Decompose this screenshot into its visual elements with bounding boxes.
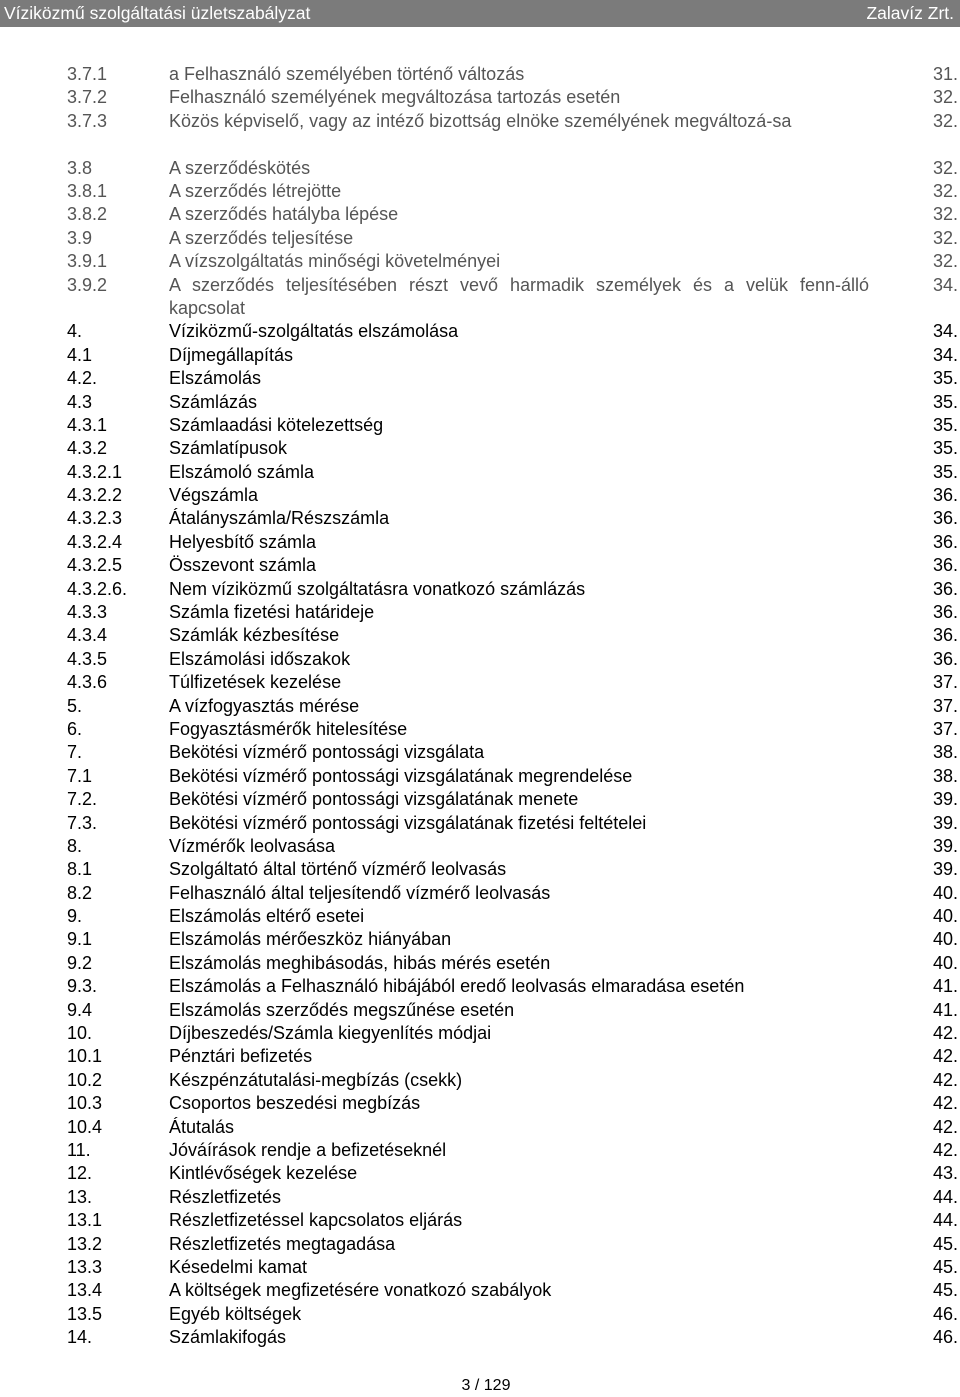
toc-entry-page: 34. (932, 321, 958, 342)
toc-entry[interactable] (0, 507, 960, 530)
toc-entry[interactable] (0, 695, 960, 718)
toc-entry-page: 32. (932, 227, 958, 248)
toc-entry-page: 43. (932, 1163, 958, 1184)
toc-entry-number: 4.3.2.5 (67, 555, 123, 576)
toc-entry-page: 35. (932, 368, 958, 389)
toc-entry-title: Pénztári befizetés (169, 1046, 313, 1067)
toc-entry-number: 13.5 (67, 1303, 103, 1324)
toc-entry-page: 34. (932, 344, 958, 365)
toc-entry-number: 3.7.3 (67, 110, 108, 131)
toc-entry-number: 10.3 (67, 1093, 103, 1114)
toc-entry-number: 4.3.2.1 (67, 461, 123, 482)
toc-entry-number: 3.7.1 (67, 64, 108, 84)
toc-entry-page: 46. (932, 1327, 958, 1348)
toc-entry[interactable] (0, 437, 960, 460)
toc-entry-number: 4.3.2.2 (67, 485, 123, 506)
toc-entry-title: Bekötési vízmérő pontossági vizsgálatának fizetési feltételei (169, 812, 647, 833)
toc-entry-page: 42. (932, 1069, 958, 1090)
toc-entry-title: Elszámolás mérőeszköz hiányában (169, 929, 452, 950)
toc-entry-page: 36. (932, 578, 958, 599)
toc-entry[interactable] (0, 344, 960, 367)
toc-entry-page: 42. (932, 1116, 958, 1137)
toc-entry-title: A szerződés teljesítése (169, 227, 354, 248)
toc-entry-page: 36. (932, 531, 958, 552)
toc-entry-title: Vízmérők leolvasása (169, 835, 336, 856)
toc-entry-title: Számlaadási kötelezettség (169, 414, 384, 435)
page-header (0, 0, 960, 27)
toc-entry-number: 3.8 (67, 157, 93, 178)
toc-entry[interactable] (0, 250, 960, 273)
toc-entry-title: Helyesbítő számla (169, 531, 317, 552)
toc-entry[interactable] (0, 484, 960, 507)
toc-entry[interactable] (0, 531, 960, 554)
toc-entry[interactable] (0, 414, 960, 437)
toc-entry-number: 4. (67, 321, 83, 342)
toc-entry-number: 12. (67, 1163, 93, 1184)
toc-entry[interactable] (0, 812, 960, 835)
toc-entry-page: 42. (932, 1023, 958, 1044)
toc-entry-number: 3.9.2 (67, 274, 108, 295)
toc-entry-page: 41. (932, 976, 958, 997)
toc-entry-title: Víziközmű-szolgáltatás elszámolása (169, 321, 459, 342)
toc-entry-title: Részletfizetéssel kapcsolatos eljárás (169, 1210, 463, 1231)
toc-entry-title: Számlák kézbesítése (169, 625, 340, 646)
toc-entry[interactable] (0, 741, 960, 764)
toc-entry-number: 9.3. (67, 976, 98, 997)
toc-entry-page: 36. (932, 485, 958, 506)
toc-entry[interactable] (0, 180, 960, 203)
toc-entry[interactable] (0, 718, 960, 741)
toc-entry-title: Kintlévőségek kezelése (169, 1163, 358, 1184)
toc-entry-number: 9. (67, 906, 83, 927)
toc-entry[interactable] (0, 765, 960, 788)
toc-entry-title: Elszámoló számla (169, 461, 315, 482)
toc-entry-page: 32. (932, 180, 958, 201)
toc-entry-page: 35. (932, 391, 958, 412)
toc-entry-title: Egyéb költségek (169, 1303, 302, 1324)
toc-entry-title: Számlatípusok (169, 438, 288, 459)
toc-entry-number: 9.2 (67, 952, 93, 973)
toc-entry-title: Közös képviselő, vagy az intéző bizottság elnöke személyének megváltozá-sa (169, 110, 792, 131)
toc-entry-title: Összevont számla (169, 555, 317, 576)
toc-entry-title: Elszámolási időszakok (169, 648, 351, 669)
toc-entry-title: Bekötési vízmérő pontossági vizsgálatának menete (169, 789, 579, 810)
toc-entry-number: 4.3.3 (67, 602, 108, 623)
toc-entry-number: 10.1 (67, 1046, 103, 1067)
toc-entry-page: 32. (932, 157, 958, 178)
toc-entry-number: 4.3.2.4 (67, 531, 123, 552)
toc-entry-title: A vízszolgáltatás minőségi követelményei (169, 251, 501, 272)
toc-entry-number: 3.9 (67, 227, 93, 248)
toc-entry-page: 42. (932, 1093, 958, 1114)
toc-entry-number: 9.1 (67, 929, 93, 950)
toc-entry[interactable] (0, 157, 960, 180)
toc-entry[interactable] (0, 624, 960, 647)
toc-entry-number: 8. (67, 835, 83, 856)
toc-entry[interactable] (0, 578, 960, 601)
page-indicator: 3 / 129 (461, 1377, 511, 1394)
toc-entry-title: Csoportos beszedési megbízás (169, 1093, 421, 1114)
toc-entry[interactable] (0, 1045, 960, 1068)
toc-entry[interactable] (0, 391, 960, 414)
toc-entry-title: Jóváírások rendje a befizetéseknél (169, 1140, 447, 1160)
toc-entry[interactable] (0, 461, 960, 484)
toc-entry-page: 32. (932, 87, 958, 108)
toc-entry-title: Késedelmi kamat (169, 1256, 308, 1277)
toc-entry-page: 37. (932, 672, 958, 693)
toc-entry-number: 3.9.1 (67, 251, 108, 272)
toc-entry[interactable] (0, 882, 960, 905)
toc-entry-page: 46. (932, 1303, 958, 1324)
toc-entry[interactable] (0, 952, 960, 975)
toc-entry-title: Bekötési vízmérő pontossági vizsgálata (169, 742, 485, 763)
toc-entry[interactable] (0, 1256, 960, 1279)
toc-entry-page: 36. (932, 508, 958, 529)
toc-entry[interactable] (0, 1279, 960, 1302)
toc-entry-page: 45. (932, 1280, 958, 1301)
toc-entry-page: 45. (932, 1256, 958, 1277)
toc-entry[interactable] (0, 110, 960, 157)
toc-entry-page: 36. (932, 555, 958, 576)
toc-entry-title: Végszámla (169, 485, 259, 506)
toc-entry-number: 11. (67, 1140, 91, 1160)
toc-entry[interactable] (0, 274, 960, 321)
toc-entry-title: Nem víziközmű szolgáltatásra vonatkozó számlázás (169, 578, 586, 599)
toc-entry-title: Elszámolás a Felhasználó hibájából eredő leolvasás elmaradása esetén (169, 976, 745, 997)
toc-entry-page: 44. (932, 1210, 958, 1231)
toc-entry-title: Átutalás (169, 1116, 235, 1137)
toc-entry-page: 37. (932, 718, 958, 739)
toc-entry-page: 41. (932, 999, 958, 1020)
toc-entry[interactable] (0, 648, 960, 671)
toc-entry-page: 36. (932, 602, 958, 623)
toc-entry[interactable] (0, 835, 960, 858)
toc-entry-page: 39. (932, 835, 958, 856)
toc-entry-page: 32. (932, 204, 958, 225)
toc-entry-page: 39. (932, 789, 958, 810)
toc-entry-number: 4.1 (67, 344, 93, 365)
toc-entry-title: Díjmegállapítás (169, 344, 294, 365)
toc-entry-number: 13.1 (67, 1210, 103, 1231)
toc-entry[interactable] (0, 601, 960, 624)
toc-entry-page: 35. (932, 414, 958, 435)
toc-entry-title: Számlázás (169, 391, 258, 412)
toc-entry-number: 10.4 (67, 1116, 103, 1137)
toc-entry[interactable] (0, 554, 960, 577)
toc-entry[interactable] (0, 320, 960, 343)
toc-entry-number: 7. (67, 742, 83, 763)
toc-entry-title: Elszámolás meghibásodás, hibás mérés esetén (169, 952, 551, 973)
toc-entry-page: 42. (932, 1046, 958, 1067)
toc-entry-page: 38. (932, 765, 958, 786)
toc-entry[interactable] (0, 1116, 960, 1139)
toc-entry-title: Elszámolás (169, 368, 262, 389)
toc-entry[interactable] (0, 975, 960, 998)
toc-entry-number: 7.1 (67, 765, 93, 786)
company-name: Zalavíz Zrt. (866, 3, 954, 23)
toc-entry-page: 32. (932, 251, 958, 272)
toc-entry-title: A szerződés hatályba lépése (169, 204, 399, 225)
toc-entry[interactable] (0, 671, 960, 694)
toc-entry-number: 4.3.2.6. (67, 578, 128, 599)
toc-entry-number: 13.4 (67, 1280, 103, 1301)
toc-entry-page: 37. (932, 695, 958, 716)
toc-entry-title: Túlfizetések kezelése (169, 672, 342, 693)
toc-entry-number: 9.4 (67, 999, 93, 1020)
toc-entry-title: Fogyasztásmérők hitelesítése (169, 718, 408, 739)
toc-entry-page: 40. (932, 929, 958, 950)
toc-entry-title: Bekötési vízmérő pontossági vizsgálatának megrendelése (169, 765, 633, 786)
toc-entry-page: 42. (932, 1140, 958, 1160)
toc-entry-page: 40. (932, 952, 958, 973)
toc-entry-page: 44. (932, 1186, 958, 1207)
toc-entry-title: Felhasználó által teljesítendő vízmérő leolvasás (169, 882, 551, 903)
toc-entry[interactable] (0, 86, 960, 109)
toc-entry[interactable] (0, 203, 960, 226)
toc-entry[interactable] (0, 999, 960, 1022)
toc-entry-number: 3.8.2 (67, 204, 108, 225)
toc-entry-title: Díjbeszedés/Számla kiegyenlítés módjai (169, 1023, 492, 1044)
toc-entry-title: Szolgáltató által történő vízmérő leolvasás (169, 859, 507, 880)
toc-entry-title: A vízfogyasztás mérése (169, 695, 360, 716)
toc-entry[interactable] (0, 1186, 960, 1209)
toc-entry-title: Elszámolás eltérő esetei (169, 906, 365, 927)
document-title: Víziközmű szolgáltatási üzletszabályzat (4, 3, 311, 23)
toc-entry-number: 4.3.5 (67, 648, 108, 669)
toc-entry[interactable] (0, 1069, 960, 1092)
toc-entry-number: 4.3 (67, 391, 93, 412)
toc-entry-number: 8.1 (67, 859, 93, 880)
toc-entry-title: Számla fizetési határideje (169, 602, 375, 623)
toc-entry[interactable] (0, 1303, 960, 1326)
toc-entry-number: 4.3.4 (67, 625, 108, 646)
toc-entry[interactable] (0, 227, 960, 250)
toc-entry-number: 8.2 (67, 882, 93, 903)
toc-entry-number: 7.2. (67, 789, 98, 810)
toc-entry-title: A szerződés létrejötte (169, 180, 342, 201)
toc-entry[interactable] (0, 63, 960, 86)
toc-entry[interactable] (0, 367, 960, 390)
toc-entry-number: 10.2 (67, 1069, 103, 1090)
toc-entry-number: 4.3.6 (67, 672, 108, 693)
toc-entry-number: 13.3 (67, 1256, 103, 1277)
toc-entry-page: 38. (932, 742, 958, 763)
toc-entry-title: Számlakifogás (169, 1327, 287, 1348)
toc-entry-number: 3.7.2 (67, 87, 108, 108)
toc-entry-number: 4.3.2.3 (67, 508, 123, 529)
toc-entry[interactable] (0, 1326, 960, 1349)
toc-entry-number: 6. (67, 718, 83, 739)
toc-entry-page: 34. (932, 274, 958, 295)
toc-entry-title: Részletfizetés (169, 1186, 282, 1207)
toc-entry-page: 36. (932, 648, 958, 669)
toc-entry-number: 10. (67, 1023, 93, 1044)
toc-entry-title: A szerződéskötés (169, 157, 311, 178)
toc-entry[interactable] (0, 1092, 960, 1115)
toc-entry-page: 40. (932, 906, 958, 927)
toc-entry-title: Átalányszámla/Részszámla (169, 508, 390, 529)
toc-entry-page: 31. (932, 64, 958, 84)
toc-entry[interactable] (0, 1139, 960, 1162)
toc-entry[interactable] (0, 1022, 960, 1045)
toc-entry-page: 45. (932, 1233, 958, 1254)
toc-entry[interactable] (0, 928, 960, 951)
toc-entry-title: Elszámolás szerződés megszűnése esetén (169, 999, 515, 1020)
toc-entry-number: 13. (67, 1186, 93, 1207)
toc-entry-page: 36. (932, 625, 958, 646)
toc-entry-page: 35. (932, 461, 958, 482)
toc-entry[interactable] (0, 788, 960, 811)
toc-entry[interactable] (0, 905, 960, 928)
toc-entry-number: 7.3. (67, 812, 98, 833)
toc-entry-page: 40. (932, 882, 958, 903)
toc-entry-number: 4.3.2 (67, 438, 108, 459)
toc-entry-number: 5. (67, 695, 83, 716)
table-of-contents (0, 63, 960, 1350)
toc-entry-title: A költségek megfizetésére vonatkozó szabályok (169, 1280, 552, 1301)
toc-entry[interactable] (0, 1162, 960, 1185)
toc-entry-page: 35. (932, 438, 958, 459)
toc-entry-title: Részletfizetés megtagadása (169, 1233, 396, 1254)
toc-entry-title: A szerződés teljesítésében részt vevő harmadik személyek és a velük fenn-álló kapcsolat (169, 274, 869, 318)
toc-entry-title: Felhasználó személyének megváltozása tartozás esetén (169, 87, 621, 108)
toc-entry-page: 32. (932, 110, 958, 131)
toc-entry[interactable] (0, 858, 960, 881)
toc-entry-page: 39. (932, 812, 958, 833)
toc-entry-number: 13.2 (67, 1233, 103, 1254)
toc-entry-number: 14. (67, 1327, 93, 1348)
toc-entry-number: 3.8.1 (67, 180, 108, 201)
toc-entry[interactable] (0, 1209, 960, 1232)
toc-entry-title: a Felhasználó személyében történő változás (169, 64, 525, 84)
toc-entry[interactable] (0, 1233, 960, 1256)
toc-entry-title: Készpénzátutalási-megbízás (csekk) (169, 1069, 463, 1090)
toc-entry-number: 4.2. (67, 368, 98, 389)
toc-entry-page: 39. (932, 859, 958, 880)
toc-entry-number: 4.3.1 (67, 414, 108, 435)
